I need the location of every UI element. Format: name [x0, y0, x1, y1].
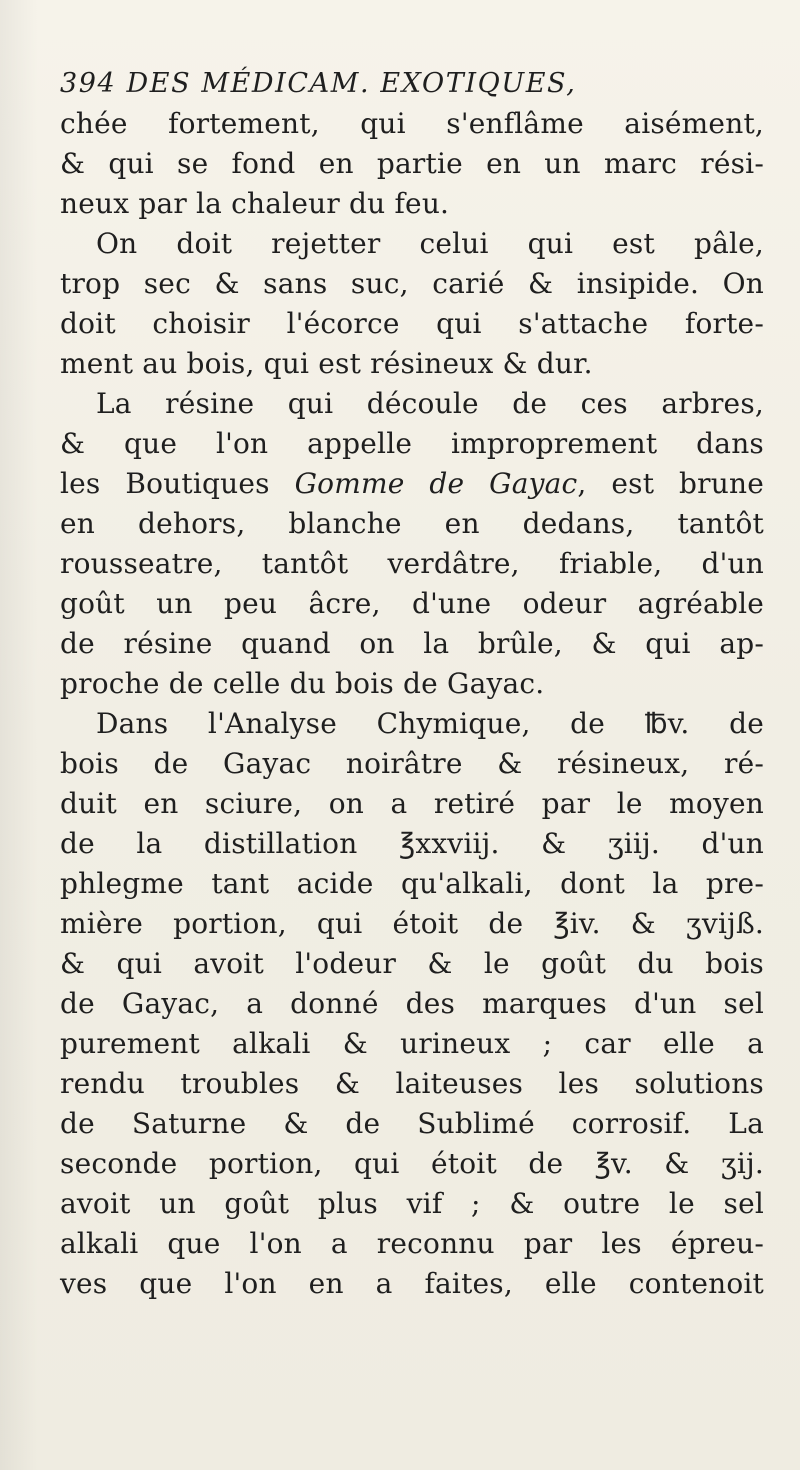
text-line-12: rousseatre, tantôt verdâtre, friable, d'un — [60, 547, 764, 580]
text-line-11: en dehors, blanche en dedans, tantôt — [60, 507, 764, 540]
text-line-16: Dans l'Analyse Chymique, de ℔v. de — [96, 707, 764, 740]
text-line-13: goût un peu âcre, d'une odeur agréable — [60, 587, 764, 620]
text-line-10 — [60, 464, 764, 504]
text-line-21: mière portion, qui étoit de ℥iv. & ʒvijß. — [60, 907, 764, 940]
gomme-de-gayac-italic: Gomme de Gayac — [294, 467, 578, 500]
text-line-5: trop sec & sans suc, carié & insipide. On — [60, 267, 764, 300]
text-line-15: proche de celle du bois de Gayac. — [60, 667, 545, 700]
text-line-3: neux par la chaleur du feu. — [60, 187, 450, 220]
text-line-7: ment au bois, qui est résineux & dur. — [60, 347, 593, 380]
running-head: 394 DES MÉDICAM. EXOTIQUES, — [60, 68, 577, 99]
text-line-8: La résine qui découle de ces arbres, — [96, 387, 764, 420]
text-line-20: phlegme tant acide qu'alkali, dont la pre- — [60, 867, 764, 900]
text-line-27: seconde portion, qui étoit de ℥v. & ʒij. — [60, 1147, 764, 1180]
text-line-10-end: , est brune — [577, 467, 764, 500]
page-gutter-shadow — [0, 0, 38, 1470]
text-line-26: de Saturne & de Sublimé corrosif. La — [60, 1107, 764, 1140]
text-line-4: On doit rejetter celui qui est pâle, — [96, 227, 764, 260]
text-line-25: rendu troubles & laiteuses les solutions — [60, 1067, 764, 1100]
text-line-17: bois de Gayac noirâtre & résineux, ré- — [60, 747, 764, 780]
text-line-18: duit en sciure, on a retiré par le moyen — [60, 787, 764, 820]
text-line-30: ves que l'on en a faites, elle contenoit — [60, 1267, 764, 1300]
text-line-23: de Gayac, a donné des marques d'un sel — [60, 987, 764, 1020]
text-line-10-start: les Boutiques — [60, 467, 295, 500]
text-line-9: & que l'on appelle improprement dans — [60, 427, 764, 460]
text-line-22: & qui avoit l'odeur & le goût du bois — [60, 947, 764, 980]
text-line-2: & qui se fond en partie en un marc rési- — [60, 147, 764, 180]
text-line-28: avoit un goût plus vif ; & outre le sel — [60, 1187, 764, 1220]
text-line-19: de la distillation ℥xxviij. & ʒiij. d'un — [60, 827, 764, 860]
text-line-24: purement alkali & urineux ; car elle a — [60, 1027, 764, 1060]
text-line-6: doit choisir l'écorce qui s'attache forte- — [60, 307, 764, 340]
text-line-14: de résine quand on la brûle, & qui ap- — [60, 627, 764, 660]
text-line-29: alkali que l'on a reconnu par les épreu- — [60, 1227, 764, 1260]
text-line-1: chée fortement, qui s'enflâme aisément, — [60, 107, 764, 140]
